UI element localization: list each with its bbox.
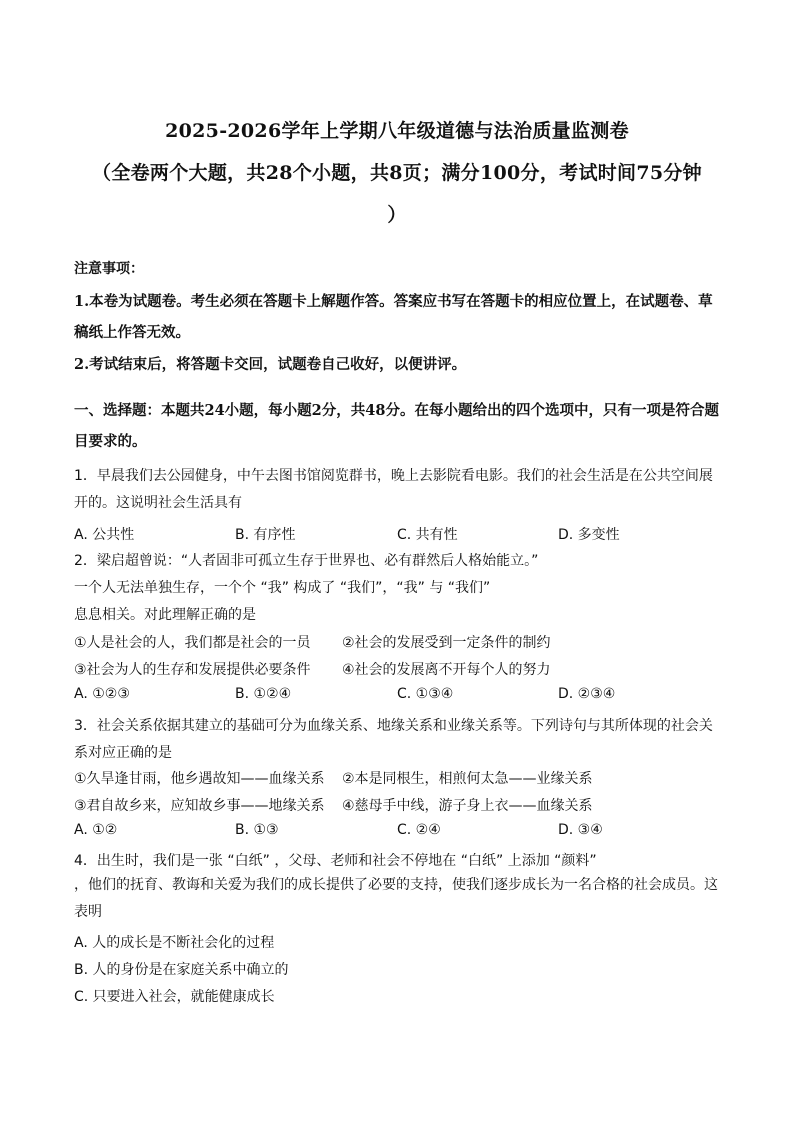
question-3-option-c: C. ②④ bbox=[397, 822, 441, 838]
question-2-option-b: B. ①②④ bbox=[235, 686, 292, 702]
question-1-option-d: D. 多变性 bbox=[558, 527, 620, 543]
exam-subtitle: （全卷两个大题，共28个小题，共8页；满分100分，考试时间75分钟 bbox=[92, 162, 702, 184]
question-2-stem-line-2: 一个人无法单独生存，一个个 “我” 构成了 “我们”，“我” 与 “我们” bbox=[74, 580, 491, 596]
question-2-option-a: A. ①②③ bbox=[74, 686, 130, 702]
question-2-stem-line-1: 2．梁启超曾说：“人者固非可孤立生存于世界也、必有群然后人格始能立。” bbox=[74, 553, 539, 569]
question-3-stem: 3．社会关系依据其建立的基础可分为血缘关系、地缘关系和业缘关系等。下列诗句与其所体现的社会关系对应正确的是 bbox=[74, 718, 713, 761]
exam-title: 2025-2026学年上学期八年级道德与法治质量监测卷 bbox=[165, 120, 629, 142]
question-4-stem-line-2: ，他们的抚育、教诲和关爱为我们的成长提供了必要的支持，使我们逐步成长为一名合格的社会成员。这表明 bbox=[74, 877, 718, 920]
section-heading: 一、选择题：本题共24小题，每小题2分，共48分。在每小题给出的四个选项中，只有一项是符合题目要求的。 bbox=[74, 402, 719, 450]
note-item-2: 2.考试结束后，将答题卡交回，试题卷自己收好，以便讲评。 bbox=[74, 356, 467, 373]
question-1-stem: 1．早晨我们去公园健身，中午去图书馆阅览群书，晚上去影院看电影。我们的社会生活是在公共空间展开的。这说明社会生活具有 bbox=[74, 468, 713, 511]
exam-subtitle-end: ） bbox=[387, 204, 407, 226]
question-1-option-c: C. 共有性 bbox=[397, 527, 458, 543]
question-2-stem-line-3: 息息相关。对此理解正确的是 bbox=[74, 607, 256, 623]
question-3-option-d: D. ③④ bbox=[558, 822, 603, 838]
question-1-option-b: B. 有序性 bbox=[235, 527, 296, 543]
question-4-option-b: B. 人的身份是在家庭关系中确立的 bbox=[74, 962, 289, 978]
question-2-statement-4: ④社会的发展离不开每个人的努力 bbox=[342, 662, 551, 678]
notes-heading: 注意事项： bbox=[74, 261, 144, 277]
question-3-statement-1: ①久旱逢甘雨，他乡遇故知——血缘关系 bbox=[74, 771, 325, 787]
question-1-option-a: A. 公共性 bbox=[74, 527, 135, 543]
note-item-1: 1.本卷为试题卷。考生必须在答题卡上解题作答。答案应书写在答题卡的相应位置上，在试题卷、草稿纸上作答无效。 bbox=[74, 293, 713, 341]
question-4-stem-line-1: 4．出生时，我们是一张 “白纸” ，父母、老师和社会不停地在 “白纸” 上添加 “颜料” bbox=[74, 853, 597, 869]
question-2-option-d: D. ②③④ bbox=[558, 686, 616, 702]
question-3-statement-3: ③君自故乡来，应知故乡事——地缘关系 bbox=[74, 798, 325, 814]
question-4-option-c: C. 只要进入社会，就能健康成长 bbox=[74, 989, 275, 1005]
question-2-statement-3: ③社会为人的生存和发展提供必要条件 bbox=[74, 662, 311, 678]
question-2-statement-2: ②社会的发展受到一定条件的制约 bbox=[342, 635, 551, 651]
question-3-option-b: B. ①③ bbox=[235, 822, 279, 838]
question-3-statement-4: ④慈母手中线，游子身上衣——血缘关系 bbox=[342, 798, 593, 814]
question-3-statement-2: ②本是同根生，相煎何太急——业缘关系 bbox=[342, 771, 593, 787]
question-2-option-c: C. ①③④ bbox=[397, 686, 454, 702]
question-4-option-a: A. 人的成长是不断社会化的过程 bbox=[74, 935, 275, 951]
question-2-statement-1: ①人是社会的人，我们都是社会的一员 bbox=[74, 635, 311, 651]
question-3-option-a: A. ①② bbox=[74, 822, 118, 838]
